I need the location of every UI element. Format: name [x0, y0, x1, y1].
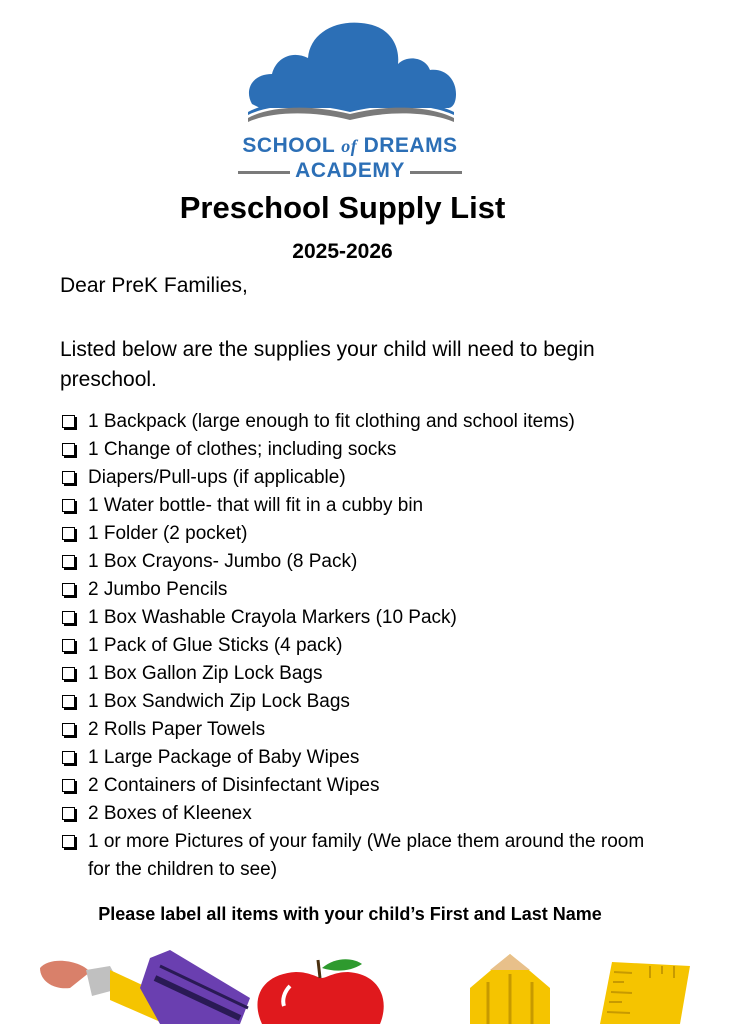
list-item: 1 Large Package of Baby Wipes [60, 744, 660, 772]
checkbox-icon [62, 555, 75, 568]
list-item: 1 Folder (2 pocket) [60, 520, 660, 548]
checkbox-icon [62, 667, 75, 680]
checkbox-icon [62, 807, 75, 820]
checkbox-icon [62, 723, 75, 736]
page-title: Preschool Supply List [179, 190, 506, 225]
logo-line1: SCHOOL of DREAMS [242, 134, 458, 157]
school-logo [230, 14, 470, 184]
apple-icon [257, 959, 383, 1024]
pencil-icon [470, 954, 550, 1024]
list-item: 1 or more Pictures of your family (We place them around the room for the children to see) [60, 828, 660, 884]
checkbox-icon [62, 443, 75, 456]
list-item: Diapers/Pull-ups (if applicable) [60, 464, 660, 492]
logo-divider-right [410, 171, 462, 174]
list-item: 1 Backpack (large enough to fit clothing and school items) [60, 408, 660, 436]
school-year: 2025-2026 [292, 240, 393, 263]
list-item: 1 Box Crayons- Jumbo (8 Pack) [60, 548, 660, 576]
list-item: 1 Box Washable Crayola Markers (10 Pack) [60, 604, 660, 632]
logo-line2: ACADEMY [230, 159, 470, 185]
list-item: 2 Boxes of Kleenex [60, 800, 660, 828]
checkbox-icon [62, 499, 75, 512]
list-item: 1 Pack of Glue Sticks (4 pack) [60, 632, 660, 660]
list-item: 2 Rolls Paper Towels [60, 716, 660, 744]
crayon-icon [140, 950, 250, 1024]
checkbox-icon [62, 471, 75, 484]
checkbox-icon [62, 583, 75, 596]
list-item: 1 Box Sandwich Zip Lock Bags [60, 688, 660, 716]
ruler-icon [600, 962, 690, 1024]
list-item: 1 Water bottle- that will fit in a cubby bin [60, 492, 660, 520]
checkbox-icon [62, 835, 75, 848]
checkbox-icon [62, 779, 75, 792]
cloud-book-icon [230, 14, 470, 126]
list-item: 1 Box Gallon Zip Lock Bags [60, 660, 660, 688]
checkbox-icon [62, 639, 75, 652]
checkbox-icon [62, 751, 75, 764]
list-item: 2 Containers of Disinfectant Wipes [60, 772, 660, 800]
school-supplies-banner [0, 948, 745, 1024]
list-item: 1 Change of clothes; including socks [60, 436, 660, 464]
supply-list [60, 408, 660, 884]
checkbox-icon [62, 611, 75, 624]
checkbox-icon [62, 527, 75, 540]
greeting: Dear PreK Families, [60, 274, 248, 297]
checkbox-icon [62, 695, 75, 708]
intro-text: Listed below are the supplies your child will need to begin preschool. [60, 338, 595, 391]
list-item: 2 Jumbo Pencils [60, 576, 660, 604]
checkbox-icon [62, 415, 75, 428]
label-note: Please label all items with your child’s First and Last Name [98, 904, 602, 924]
